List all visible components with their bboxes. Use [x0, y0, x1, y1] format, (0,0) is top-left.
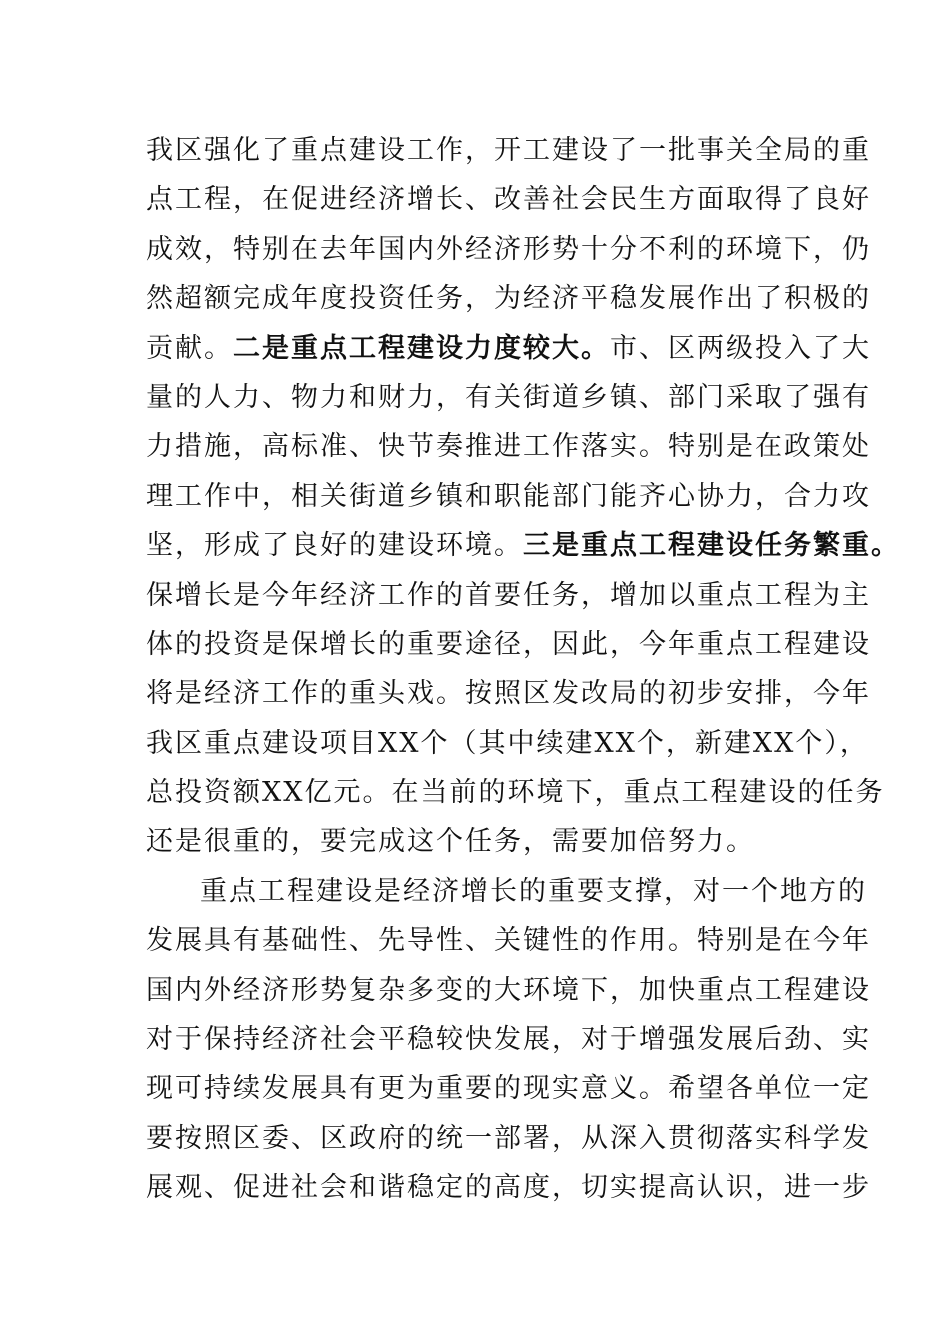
text-line: 我区强化了重点建设工作，开工建设了一批事关全局的重 — [146, 135, 871, 166]
text-line: 然超额完成年度投资任务，为经济平稳发展作出了积极的 — [146, 283, 871, 315]
text-line: 将是经济工作的重头戏。按照区发改局的初步安排，今年 — [146, 678, 871, 710]
text-line: 量的人力、物力和财力，有关街道乡镇、部门采取了强有 — [146, 381, 871, 413]
text-line: 理工作中，相关街道乡镇和职能部门能齐心协力，合力攻 — [146, 480, 871, 512]
text-line — [146, 521, 900, 570]
text-line — [146, 324, 871, 373]
text-line: 国内外经济形势复杂多变的大环境下，加快重点工程建设 — [146, 974, 871, 1006]
text-line: 保增长是今年经济工作的首要任务，增加以重点工程为主 — [146, 579, 871, 611]
text-line: 成效，特别在去年国内外经济形势十分不利的环境下，仍 — [146, 233, 871, 265]
text-line: 我区重点建设项目XX个（其中续建XX个，新建XX个）， — [146, 727, 869, 759]
text-line: 展观、促进社会和谐稳定的高度，切实提高认识，进一步 — [146, 1172, 871, 1204]
heading-point-two: 二是重点工程建设力度较大。 — [233, 332, 610, 364]
heading-point-three: 三是重点工程建设任务繁重。 — [523, 530, 900, 562]
text-line: 对于保持经济社会平稳较快发展，对于增强发展后劲、实 — [146, 1024, 871, 1056]
text-line: 还是很重的，要完成这个任务，需要加倍努力。 — [146, 826, 755, 858]
text-line: 力措施，高标准、快节奏推进工作落实。特别是在政策处 — [146, 431, 871, 463]
body-text — [146, 126, 900, 1213]
text-line: 点工程，在促进经济增长、改善社会民生方面取得了良好 — [146, 184, 871, 216]
text-line: 体的投资是保增长的重要途径，因此，今年重点工程建设 — [146, 628, 871, 660]
text-line: 发展具有基础性、先导性、关键性的作用。特别是在今年 — [146, 925, 871, 957]
text-segment: 坚，形成了良好的建设环境。 — [146, 530, 523, 562]
text-segment: 市、区两级投入了大 — [610, 332, 871, 364]
text-segment: 贡献。 — [146, 332, 233, 364]
text-line: 要按照区委、区政府的统一部署，从深入贯彻落实科学发 — [146, 1122, 871, 1154]
text-line: 总投资额XX亿元。在当前的环境下，重点工程建设的任务 — [146, 777, 885, 809]
text-line: 现可持续发展具有更为重要的现实意义。希望各单位一定 — [146, 1073, 871, 1105]
text-line: 重点工程建设是经济增长的重要支撑，对一个地方的 — [200, 875, 867, 907]
